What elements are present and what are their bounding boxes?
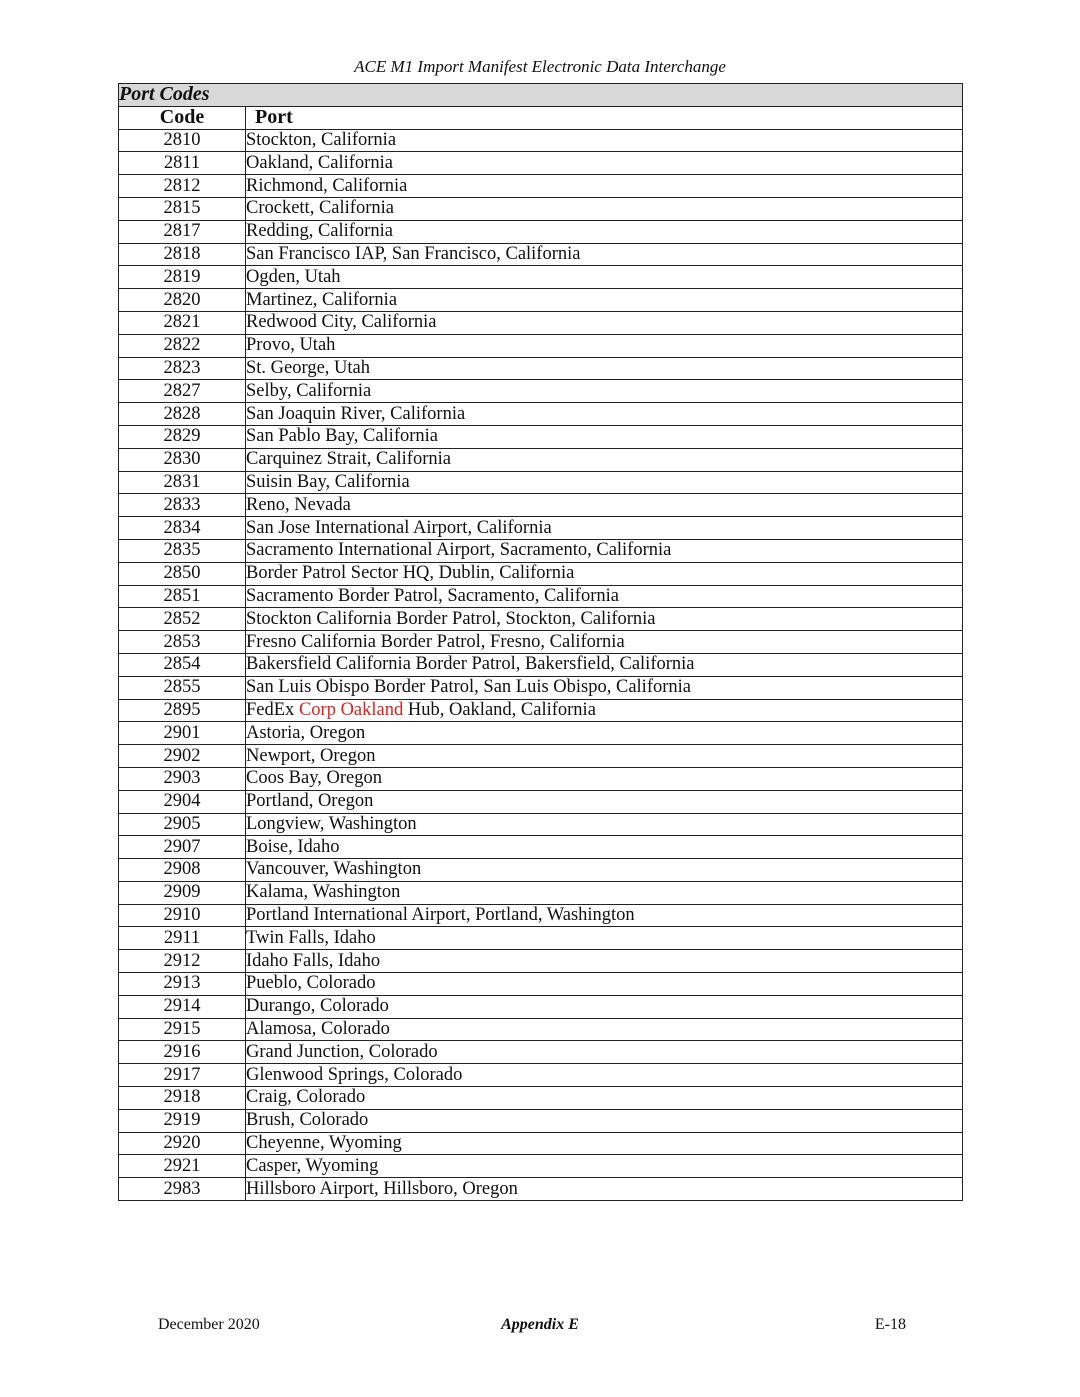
port-code-cell: 2853 [119, 631, 246, 654]
port-name-cell: Ogden, Utah [246, 266, 963, 289]
port-name-cell: Newport, Oregon [246, 745, 963, 768]
port-codes-table [118, 83, 963, 1201]
port-name-cell: Twin Falls, Idaho [246, 927, 963, 950]
table-row [119, 973, 963, 996]
port-name-cell: Durango, Colorado [246, 995, 963, 1018]
table-row [119, 1064, 963, 1087]
table-row [119, 790, 963, 813]
port-code-cell: 2810 [119, 129, 246, 152]
port-code-cell: 2983 [119, 1178, 246, 1201]
table-row [119, 1087, 963, 1110]
table-row [119, 745, 963, 768]
port-code-cell: 2910 [119, 904, 246, 927]
table-row [119, 836, 963, 859]
table-row [119, 562, 963, 585]
table-row [119, 539, 963, 562]
port-code-cell: 2830 [119, 448, 246, 471]
table-row [119, 425, 963, 448]
port-name-cell: Provo, Utah [246, 334, 963, 357]
port-name-cell: Alamosa, Colorado [246, 1018, 963, 1041]
table-row [119, 881, 963, 904]
table-row [119, 950, 963, 973]
port-name-cell: St. George, Utah [246, 357, 963, 380]
port-code-cell: 2851 [119, 585, 246, 608]
port-code-cell: 2903 [119, 767, 246, 790]
port-code-cell: 2818 [119, 243, 246, 266]
port-name-cell: Portland, Oregon [246, 790, 963, 813]
port-code-cell: 2907 [119, 836, 246, 859]
port-code-cell: 2908 [119, 859, 246, 882]
table-row [119, 220, 963, 243]
port-code-cell: 2828 [119, 403, 246, 426]
footer-page-number: E-18 [874, 1316, 906, 1333]
table-row [119, 813, 963, 836]
table-row [119, 585, 963, 608]
port-code-cell: 2916 [119, 1041, 246, 1064]
port-code-cell: 2829 [119, 425, 246, 448]
port-code-cell: 2895 [119, 699, 246, 722]
port-code-cell: 2914 [119, 995, 246, 1018]
port-name-cell: Reno, Nevada [246, 494, 963, 517]
table-row [119, 927, 963, 950]
port-code-cell: 2833 [119, 494, 246, 517]
port-name-cell: Crockett, California [246, 197, 963, 220]
port-name-cell: Craig, Colorado [246, 1087, 963, 1110]
table-row [119, 494, 963, 517]
port-name-segment: Hub, Oakland, California [403, 699, 596, 720]
table-row [119, 403, 963, 426]
port-name-cell: Sacramento International Airport, Sacramento, California [246, 539, 963, 562]
table-row [119, 334, 963, 357]
port-code-cell: 2815 [119, 197, 246, 220]
table-row [119, 448, 963, 471]
port-code-cell: 2834 [119, 517, 246, 540]
port-code-cell: 2831 [119, 471, 246, 494]
table-row [119, 631, 963, 654]
port-code-cell: 2905 [119, 813, 246, 836]
table-row [119, 1041, 963, 1064]
port-code-cell: 2904 [119, 790, 246, 813]
footer-date: December 2020 [158, 1316, 260, 1333]
table-row [119, 676, 963, 699]
port-code-cell: 2919 [119, 1109, 246, 1132]
port-code-cell: 2819 [119, 266, 246, 289]
port-code-cell: 2901 [119, 722, 246, 745]
table-title-row [119, 84, 963, 107]
table-row [119, 471, 963, 494]
port-name-segment: FedEx [246, 699, 299, 720]
port-code-cell: 2850 [119, 562, 246, 585]
port-code-cell: 2915 [119, 1018, 246, 1041]
port-name-cell: Bakersfield California Border Patrol, Bakersfield, California [246, 653, 963, 676]
port-code-cell: 2811 [119, 152, 246, 175]
port-name-cell: San Joaquin River, California [246, 403, 963, 426]
table-row [119, 1132, 963, 1155]
port-code-cell: 2921 [119, 1155, 246, 1178]
table-row [119, 517, 963, 540]
port-name-cell: Vancouver, Washington [246, 859, 963, 882]
table-row [119, 995, 963, 1018]
port-name-cell: San Luis Obispo Border Patrol, San Luis Obispo, California [246, 676, 963, 699]
port-name-cell: Border Patrol Sector HQ, Dublin, California [246, 562, 963, 585]
port-code-cell: 2918 [119, 1087, 246, 1110]
port-code-cell: 2852 [119, 608, 246, 631]
table-row [119, 904, 963, 927]
port-code-cell: 2913 [119, 973, 246, 996]
port-name-cell [246, 699, 963, 722]
table-row [119, 175, 963, 198]
port-name-cell: Longview, Washington [246, 813, 963, 836]
port-name-segment: Corp Oakland [298, 699, 404, 720]
port-name-cell: Hillsboro Airport, Hillsboro, Oregon [246, 1178, 963, 1201]
table-row [119, 243, 963, 266]
port-code-cell: 2912 [119, 950, 246, 973]
table-row [119, 653, 963, 676]
port-name-cell: San Pablo Bay, California [246, 425, 963, 448]
table-row [119, 859, 963, 882]
table-row [119, 380, 963, 403]
port-name-cell: Richmond, California [246, 175, 963, 198]
port-code-cell: 2812 [119, 175, 246, 198]
port-name-cell: Selby, California [246, 380, 963, 403]
table-row [119, 266, 963, 289]
port-name-cell: Cheyenne, Wyoming [246, 1132, 963, 1155]
column-header-port: Port [246, 106, 963, 129]
port-code-cell: 2822 [119, 334, 246, 357]
port-name-cell: Grand Junction, Colorado [246, 1041, 963, 1064]
port-code-cell: 2827 [119, 380, 246, 403]
port-code-cell: 2821 [119, 311, 246, 334]
table-row [119, 1178, 963, 1201]
port-name-cell: Sacramento Border Patrol, Sacramento, California [246, 585, 963, 608]
column-header-code: Code [119, 106, 246, 129]
table-caption: Port Codes [119, 84, 963, 107]
port-name-cell: Glenwood Springs, Colorado [246, 1064, 963, 1087]
port-name-cell: Portland International Airport, Portland, Washington [246, 904, 963, 927]
port-name-cell: Stockton, California [246, 129, 963, 152]
port-name-cell: Idaho Falls, Idaho [246, 950, 963, 973]
port-name-cell: Kalama, Washington [246, 881, 963, 904]
table-row [119, 1018, 963, 1041]
port-name-cell: Coos Bay, Oregon [246, 767, 963, 790]
port-code-cell: 2854 [119, 653, 246, 676]
port-name-cell: San Francisco IAP, San Francisco, California [246, 243, 963, 266]
table-row [119, 357, 963, 380]
port-name-cell: Stockton California Border Patrol, Stockton, California [246, 608, 963, 631]
port-code-cell: 2817 [119, 220, 246, 243]
port-code-cell: 2823 [119, 357, 246, 380]
port-code-cell: 2835 [119, 539, 246, 562]
table-row [119, 699, 963, 722]
document-header: ACE M1 Import Manifest Electronic Data Interchange [354, 57, 726, 76]
table-row [119, 608, 963, 631]
port-name-cell: Boise, Idaho [246, 836, 963, 859]
table-row [119, 722, 963, 745]
port-code-cell: 2920 [119, 1132, 246, 1155]
table-row [119, 767, 963, 790]
table-header-row [119, 106, 963, 129]
table-row [119, 1109, 963, 1132]
port-name-cell: Carquinez Strait, California [246, 448, 963, 471]
port-code-cell: 2917 [119, 1064, 246, 1087]
table-body [119, 129, 963, 1200]
port-name-cell: Suisin Bay, California [246, 471, 963, 494]
table-row [119, 311, 963, 334]
port-code-cell: 2902 [119, 745, 246, 768]
port-code-cell: 2909 [119, 881, 246, 904]
port-name-cell: Brush, Colorado [246, 1109, 963, 1132]
port-name-cell: Casper, Wyoming [246, 1155, 963, 1178]
table-row [119, 152, 963, 175]
table-row [119, 197, 963, 220]
port-code-cell: 2820 [119, 289, 246, 312]
port-name-cell: Astoria, Oregon [246, 722, 963, 745]
port-name-cell: Oakland, California [246, 152, 963, 175]
port-name-cell: Martinez, California [246, 289, 963, 312]
port-code-cell: 2911 [119, 927, 246, 950]
table-row [119, 1155, 963, 1178]
port-name-cell: San Jose International Airport, California [246, 517, 963, 540]
port-name-cell: Fresno California Border Patrol, Fresno, California [246, 631, 963, 654]
port-name-cell: Pueblo, Colorado [246, 973, 963, 996]
footer-appendix: Appendix E [501, 1316, 579, 1333]
port-code-cell: 2855 [119, 676, 246, 699]
table-row [119, 289, 963, 312]
table-row [119, 129, 963, 152]
port-name-cell: Redding, California [246, 220, 963, 243]
port-name-cell: Redwood City, California [246, 311, 963, 334]
